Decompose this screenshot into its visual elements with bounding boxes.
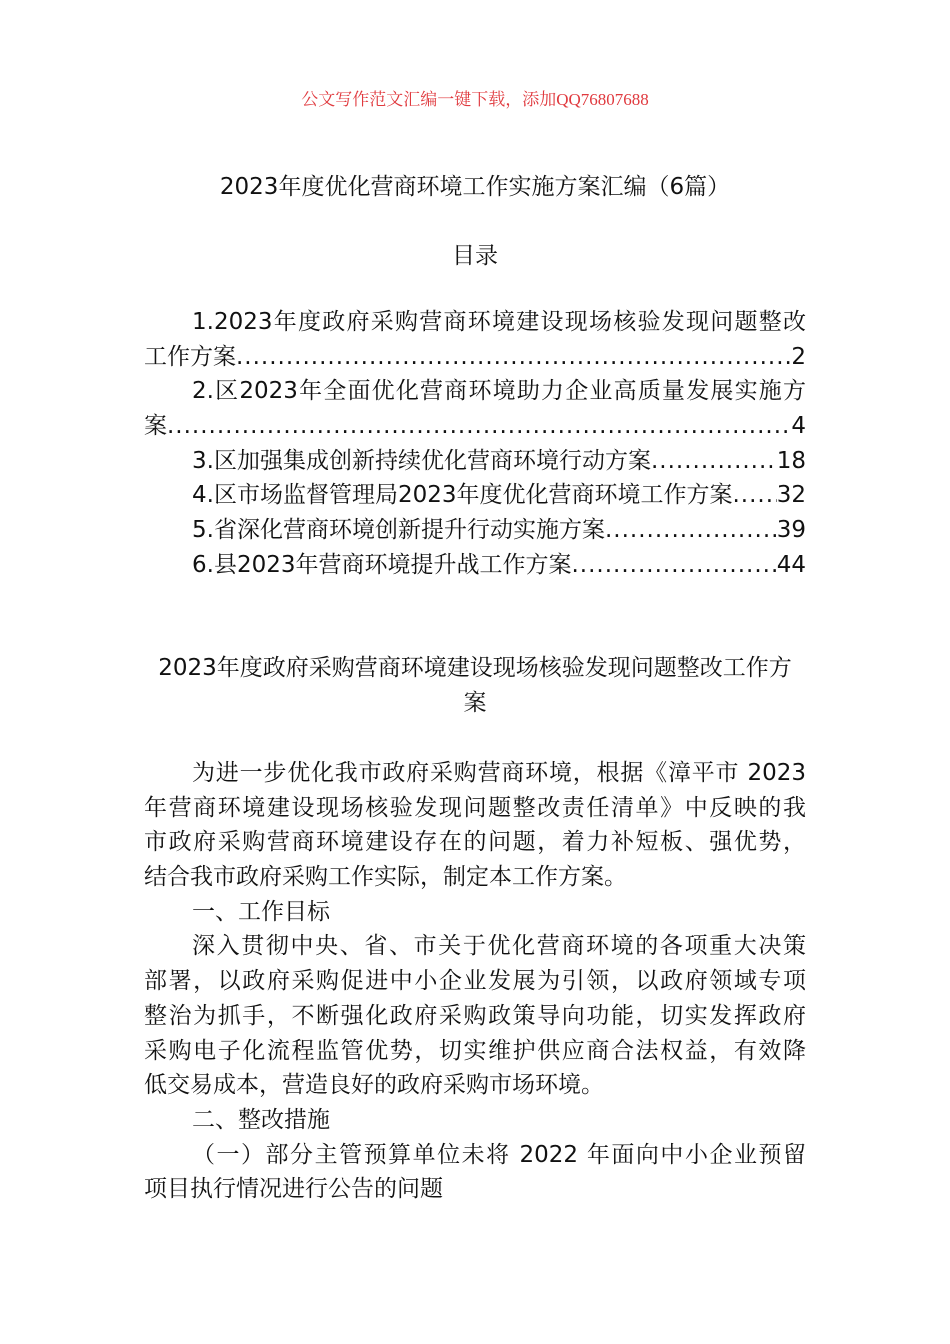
section-title bbox=[144, 651, 806, 721]
paragraph-line: 项目执行情况进行公告的问题 bbox=[144, 1176, 443, 1203]
toc-page-number: 18 bbox=[776, 447, 806, 474]
toc-page-number: 44 bbox=[776, 551, 806, 578]
paragraph-line: 部署，以政府采购促进中小企业发展为引领，以政府领域专项 bbox=[144, 968, 806, 995]
toc-leader bbox=[605, 513, 777, 548]
toc-entry-1-line1[interactable]: 1.2023年度政府采购营商环境建设现场核验发现问题整改 bbox=[192, 309, 806, 335]
section-title-line: 2023年度政府采购营商环境建设现场核验发现问题整改工作方 bbox=[158, 655, 792, 681]
toc-entry-5[interactable] bbox=[144, 513, 806, 548]
toc-page-number: 32 bbox=[776, 482, 806, 509]
toc-page-number: 4 bbox=[791, 413, 806, 440]
toc-entry-1[interactable] bbox=[144, 340, 806, 375]
paragraph-line: 市政府采购营商环境建设存在的问题，着力补短板、强优势， bbox=[144, 829, 806, 856]
toc-heading: 目录 bbox=[452, 243, 498, 269]
document-body bbox=[144, 756, 806, 1207]
toc-entry-title: 案 bbox=[144, 413, 167, 440]
paragraph-line: 为进一步优化我市政府采购营商环境，根据《漳平市 2023 bbox=[192, 760, 806, 786]
paragraph-line: 整治为抓手，不断强化政府采购政策导向功能，切实发挥政府 bbox=[144, 1002, 806, 1029]
toc-page-number: 2 bbox=[791, 343, 806, 370]
toc-entry-2[interactable] bbox=[144, 409, 806, 444]
paragraph-line: 深入贯彻中央、省、市关于优化营商环境的各项重大决策 bbox=[192, 933, 806, 960]
paragraph-line: 二、整改措施 bbox=[192, 1106, 330, 1133]
toc-leader bbox=[651, 444, 777, 479]
document-title: 2023年度优化营商环境工作实施方案汇编（6篇） bbox=[219, 174, 731, 200]
toc-entry-3[interactable] bbox=[144, 444, 806, 479]
watermark-banner: 公文写作范文汇编一键下载，添加QQ76807688 bbox=[301, 90, 649, 109]
toc-page-number: 39 bbox=[776, 517, 806, 544]
toc-leader bbox=[571, 548, 776, 583]
paragraph-line: 低交易成本，营造良好的政府采购市场环境。 bbox=[144, 1072, 604, 1099]
paragraph-line: 一、工作目标 bbox=[192, 898, 330, 925]
section-title-line: 案 bbox=[463, 690, 487, 716]
paragraph-line: 采购电子化流程监管优势，切实维护供应商合法权益，有效降 bbox=[144, 1037, 806, 1064]
toc-leader bbox=[236, 340, 791, 375]
toc-entry-4[interactable] bbox=[144, 478, 806, 513]
toc-leader bbox=[732, 478, 776, 513]
table-of-contents bbox=[144, 305, 806, 583]
toc-leader bbox=[167, 409, 791, 444]
toc-entry-title: 6.县2023年营商环境提升战工作方案 bbox=[192, 551, 572, 578]
paragraph-line: 年营商环境建设现场核验发现问题整改责任清单》中反映的我 bbox=[144, 794, 806, 821]
toc-entry-2-line1[interactable]: 2.区2023年全面优化营商环境助力企业高质量发展实施方 bbox=[192, 378, 806, 405]
paragraph-line: 结合我市政府采购工作实际，制定本工作方案。 bbox=[144, 864, 627, 891]
toc-entry-title: 3.区加强集成创新持续优化营商环境行动方案 bbox=[192, 447, 651, 474]
paragraph-line: （一）部分主管预算单位未将 2022 年面向中小企业预留 bbox=[192, 1141, 806, 1168]
toc-entry-title: 4.区市场监督管理局2023年度优化营商环境工作方案 bbox=[192, 482, 733, 509]
toc-entry-title: 工作方案 bbox=[144, 343, 236, 370]
toc-entry-6[interactable] bbox=[144, 548, 806, 583]
toc-entry-title: 5.省深化营商环境创新提升行动实施方案 bbox=[192, 517, 605, 544]
